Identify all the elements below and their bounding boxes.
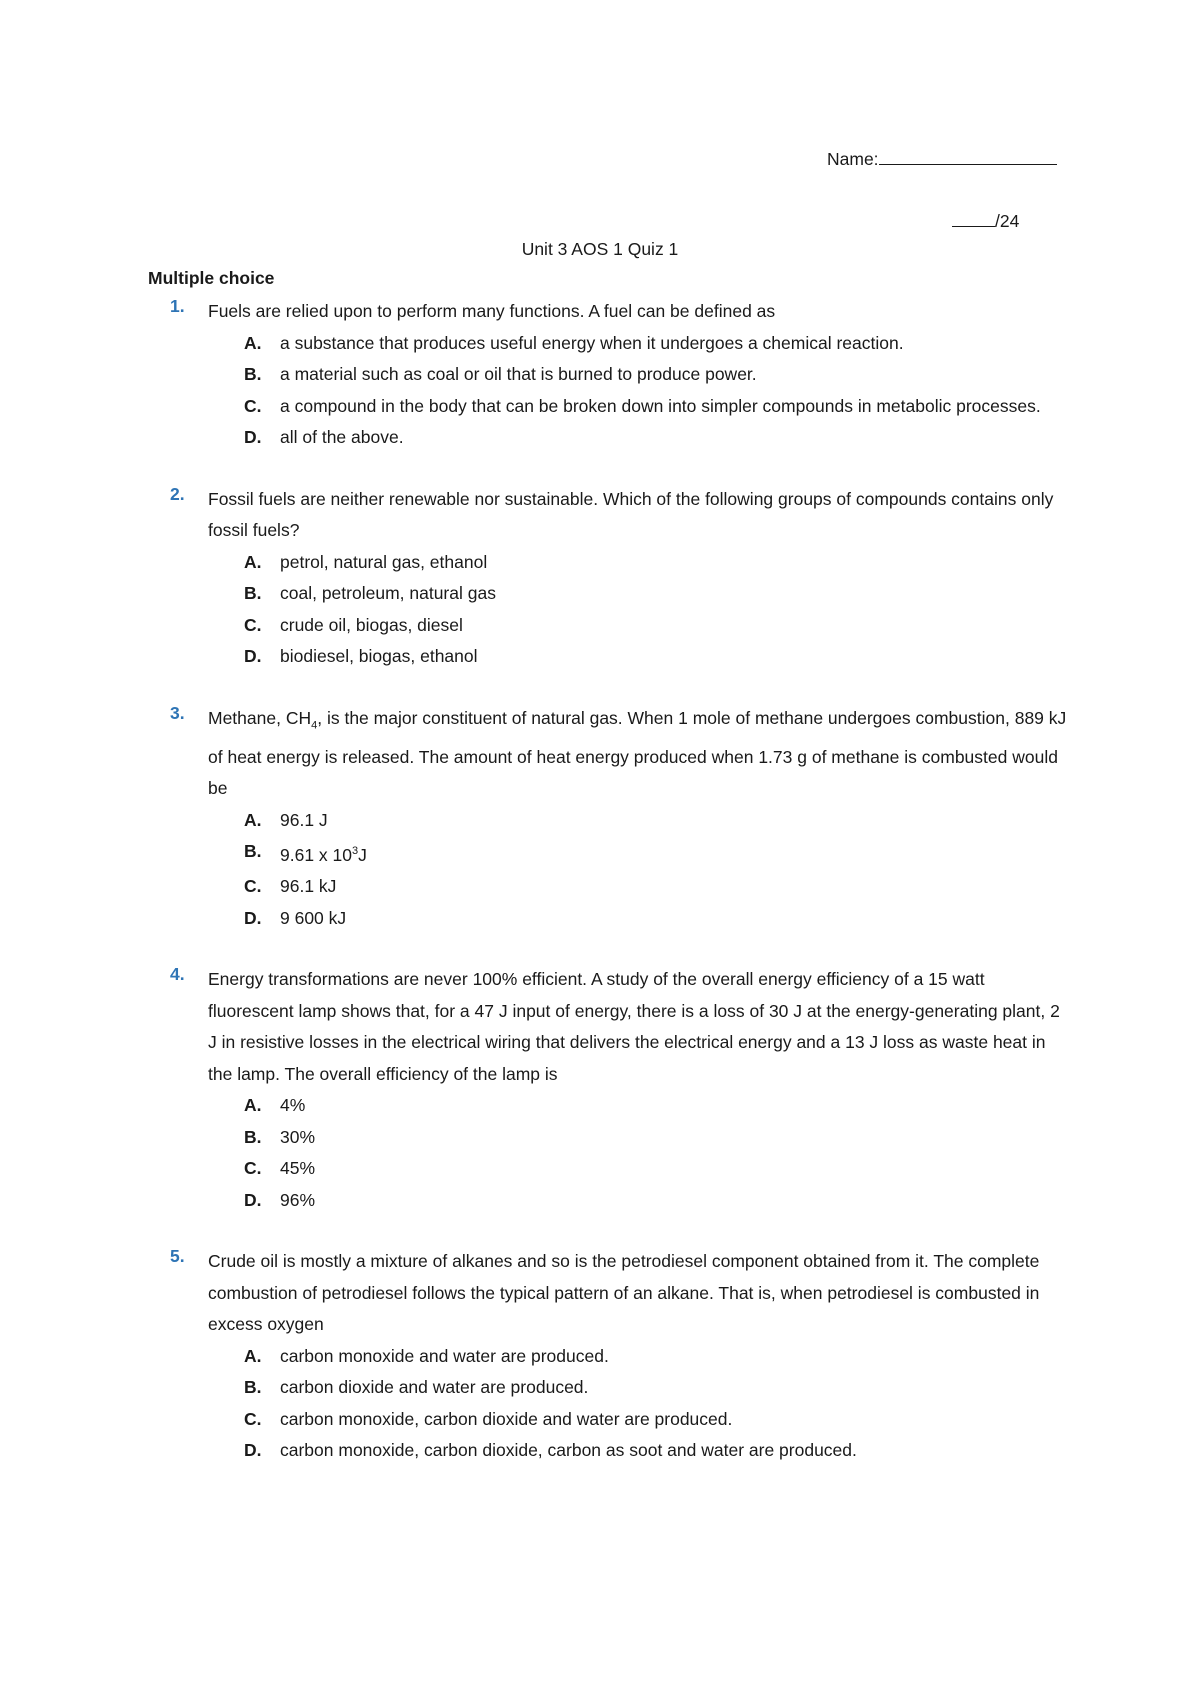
question-text: Energy transformations are never 100% efficient. A study of the overall energy efficiency of a 15 watt fluorescent lamp shows that, for a 47 J input of energy, there is a loss of 30 J at the energy-generating plant, 2 J in resistive losses in the electrical wiring that delivers the electrical energy and a 13 J loss as waste heat in the lamp. The overall efficiency of the lamp is <box>208 969 1060 1084</box>
option-text: 96% <box>280 1189 316 1210</box>
question-number: 5. <box>170 1246 185 1267</box>
score-field <box>952 209 1019 232</box>
option-text: carbon monoxide, carbon dioxide, carbon as soot and water are produced. <box>280 1440 857 1461</box>
question-4 <box>170 964 1070 1216</box>
option-letter: B. <box>244 1126 262 1147</box>
option-text: 45% <box>280 1158 316 1179</box>
question-number: 4. <box>170 964 185 985</box>
option-letter: C. <box>244 395 262 416</box>
option-c <box>244 610 1070 642</box>
option-letter: B. <box>244 841 262 861</box>
option-d <box>244 641 1070 673</box>
question-number: 1. <box>170 296 185 316</box>
option-a <box>244 328 1070 360</box>
question-text-part: Methane, CH <box>208 707 312 728</box>
question-number: 2. <box>170 483 185 504</box>
option-letter: A. <box>244 809 262 830</box>
option-b <box>244 578 1070 610</box>
option-text: a substance that produces useful energy when it undergoes a chemical reaction. <box>280 332 904 353</box>
question-list <box>170 296 1070 1467</box>
option-text: coal, petroleum, natural gas <box>280 583 496 603</box>
option-text: 96.1 kJ <box>280 876 337 897</box>
option-letter: D. <box>244 1440 262 1461</box>
option-list <box>244 328 1070 454</box>
question-5 <box>170 1246 1070 1467</box>
name-field <box>827 147 1057 170</box>
option-text: 4% <box>280 1095 306 1116</box>
option-text: carbon monoxide and water are produced. <box>280 1345 609 1366</box>
question-text: Fossil fuels are neither renewable nor sustainable. Which of the following groups of compounds contains only fossil fuels? <box>208 488 1054 540</box>
option-text: 96.1 J <box>280 809 328 830</box>
option-letter: D. <box>244 907 262 928</box>
option-list <box>244 805 1070 935</box>
option-letter: A. <box>244 332 262 353</box>
superscript: 3 <box>352 845 359 857</box>
option-letter: C. <box>244 1158 262 1179</box>
name-blank <box>879 147 1057 165</box>
option-letter: D. <box>244 1189 262 1210</box>
option-text: petrol, natural gas, ethanol <box>280 551 488 572</box>
option-c <box>244 391 1070 423</box>
option-a <box>244 547 1070 579</box>
option-letter: A. <box>244 1345 262 1366</box>
option-b <box>244 1122 1070 1154</box>
quiz-title: Unit 3 AOS 1 Quiz 1 <box>521 239 679 259</box>
question-text <box>208 703 1070 805</box>
score-blank <box>952 209 995 227</box>
option-c <box>244 1404 1070 1436</box>
question-3 <box>170 703 1070 935</box>
option-text: 9 600 kJ <box>280 907 347 928</box>
option-c <box>244 871 1070 903</box>
option-text: carbon dioxide and water are produced. <box>280 1377 589 1398</box>
option-letter: A. <box>244 1095 262 1116</box>
question-text-part: , is the major constituent of natural gas. When 1 mole of methane undergoes combustion, 889 kJ of heat energy is released. The amount of heat energy produced when 1.73 g of methane is combusted would be <box>208 707 1067 798</box>
option-b <box>244 1372 1070 1404</box>
option-a <box>244 1090 1070 1122</box>
name-label: Name: <box>827 149 879 169</box>
question-text: Fuels are relied upon to perform many functions. A fuel can be defined as <box>208 301 776 321</box>
option-list <box>244 547 1070 673</box>
question-number: 3. <box>170 702 185 723</box>
option-letter: A. <box>244 551 262 572</box>
option-text-unit: J <box>358 844 367 865</box>
option-text: carbon monoxide, carbon dioxide and water are produced. <box>280 1408 733 1429</box>
option-letter: D. <box>244 646 262 666</box>
option-a <box>244 805 1070 837</box>
option-text: all of the above. <box>280 427 404 447</box>
option-text: 30% <box>280 1126 316 1147</box>
option-letter: C. <box>244 614 262 635</box>
question-2 <box>170 484 1070 673</box>
option-text: biodiesel, biogas, ethanol <box>280 646 478 666</box>
option-text: a material such as coal or oil that is burned to produce power. <box>280 364 757 384</box>
option-letter: B. <box>244 1377 262 1398</box>
option-letter: B. <box>244 364 262 384</box>
section-heading: Multiple choice <box>148 268 275 288</box>
option-d <box>244 903 1070 935</box>
option-letter: B. <box>244 583 262 603</box>
option-letter: C. <box>244 1408 262 1429</box>
option-d <box>244 1435 1070 1467</box>
option-d <box>244 422 1070 454</box>
option-list <box>244 1341 1070 1467</box>
option-text: crude oil, biogas, diesel <box>280 614 463 635</box>
option-a <box>244 1341 1070 1373</box>
option-text: a compound in the body that can be broken down into simpler compounds in metabolic processes. <box>280 395 1041 416</box>
option-text: 9.61 x 10 <box>280 844 352 865</box>
option-list <box>244 1090 1070 1216</box>
option-c <box>244 1153 1070 1185</box>
question-text: Crude oil is mostly a mixture of alkanes and so is the petrodiesel component obtained from it. The complete combustion of petrodiesel follows the typical pattern of an alkane. That is, when petrodiesel is combusted in excess oxygen <box>208 1251 1040 1335</box>
question-1 <box>170 296 1070 454</box>
option-letter: D. <box>244 427 262 447</box>
option-b <box>244 359 1070 391</box>
option-b <box>244 836 1070 871</box>
option-letter: C. <box>244 876 262 897</box>
score-total: /24 <box>995 211 1020 231</box>
subscript: 4 <box>311 719 318 731</box>
option-d <box>244 1185 1070 1217</box>
